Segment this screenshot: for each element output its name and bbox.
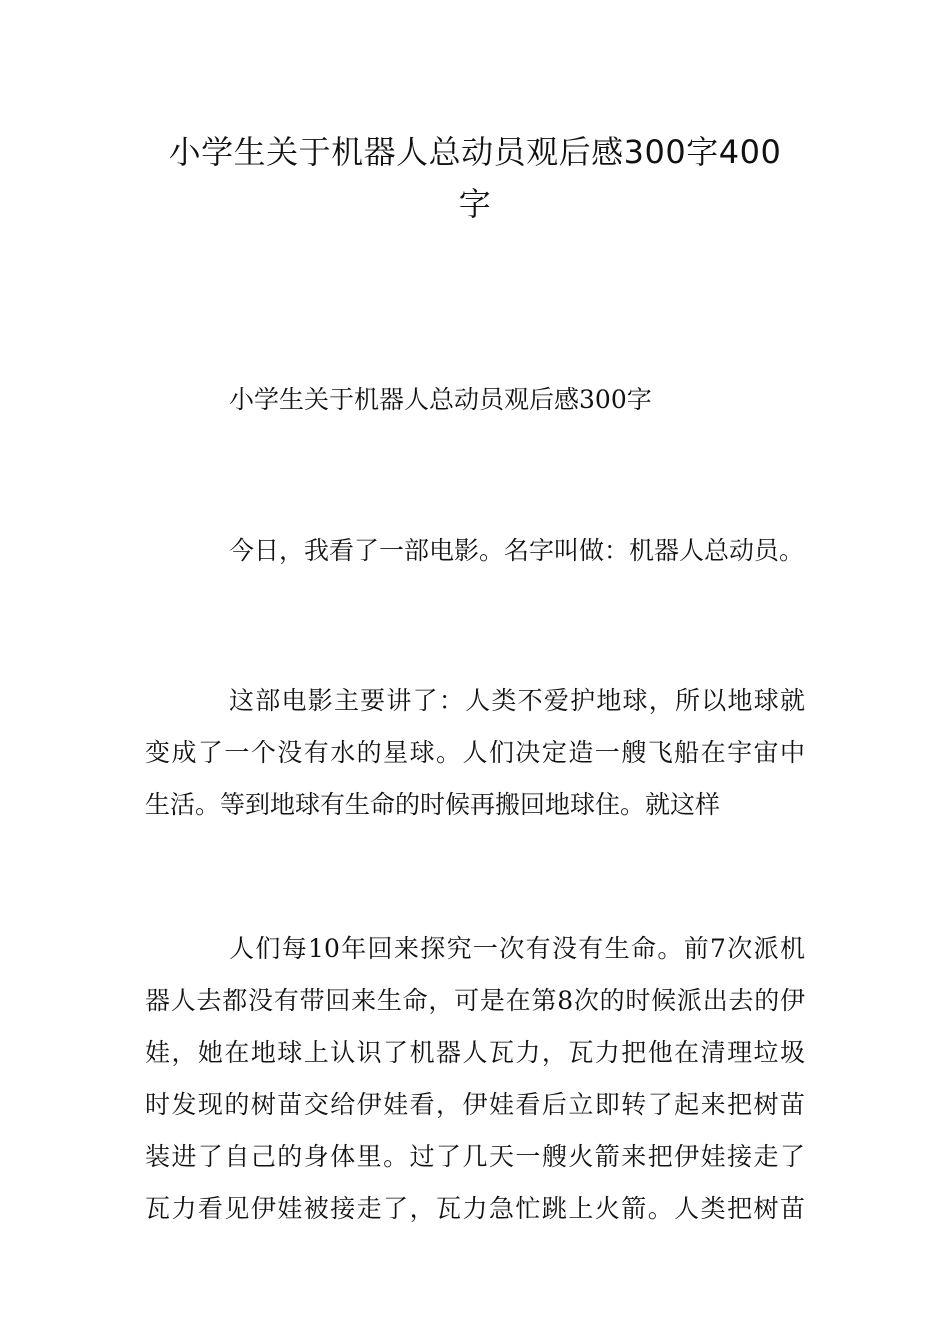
title-line-2: 字 [458,185,492,223]
paragraph-2 [145,675,805,831]
paragraph-line: 装进了自己的身体里。过了几天一艘火箭来把伊娃接走了 [145,1142,805,1171]
paragraph-line: 今日，我看了一部电影。名字叫做：机器人总动员。 [229,536,805,565]
paragraph-line: 生活。等到地球有生命的时候再搬回地球住。就这样 [145,790,721,819]
paragraph-line: 娃，她在地球上认识了机器人瓦力，瓦力把他在清理垃圾 [145,1038,805,1067]
paragraph-line: 人们每10年回来探究一次有没有生命。前7次派机 [229,934,805,963]
paragraph-line: 时发现的树苗交给伊娃看，伊娃看后立即转了起来把树苗 [145,1090,805,1119]
document-title [145,126,805,230]
paragraph-line: 器人去都没有带回来生命，可是在第8次的时候派出去的伊 [145,986,805,1015]
paragraph-line: 变成了一个没有水的星球。人们决定造一艘飞船在宇宙中 [145,738,805,767]
paragraph-3 [145,923,805,1235]
paragraph-1 [145,525,805,577]
title-line-1: 小学生关于机器人总动员观后感300字400 [168,133,782,171]
paragraph-line: 这部电影主要讲了：人类不爱护地球，所以地球就 [229,686,805,715]
section-heading: 小学生关于机器人总动员观后感300字 [229,385,652,414]
paragraph-line: 瓦力看见伊娃被接走了，瓦力急忙跳上火箭。人类把树苗 [145,1194,805,1223]
